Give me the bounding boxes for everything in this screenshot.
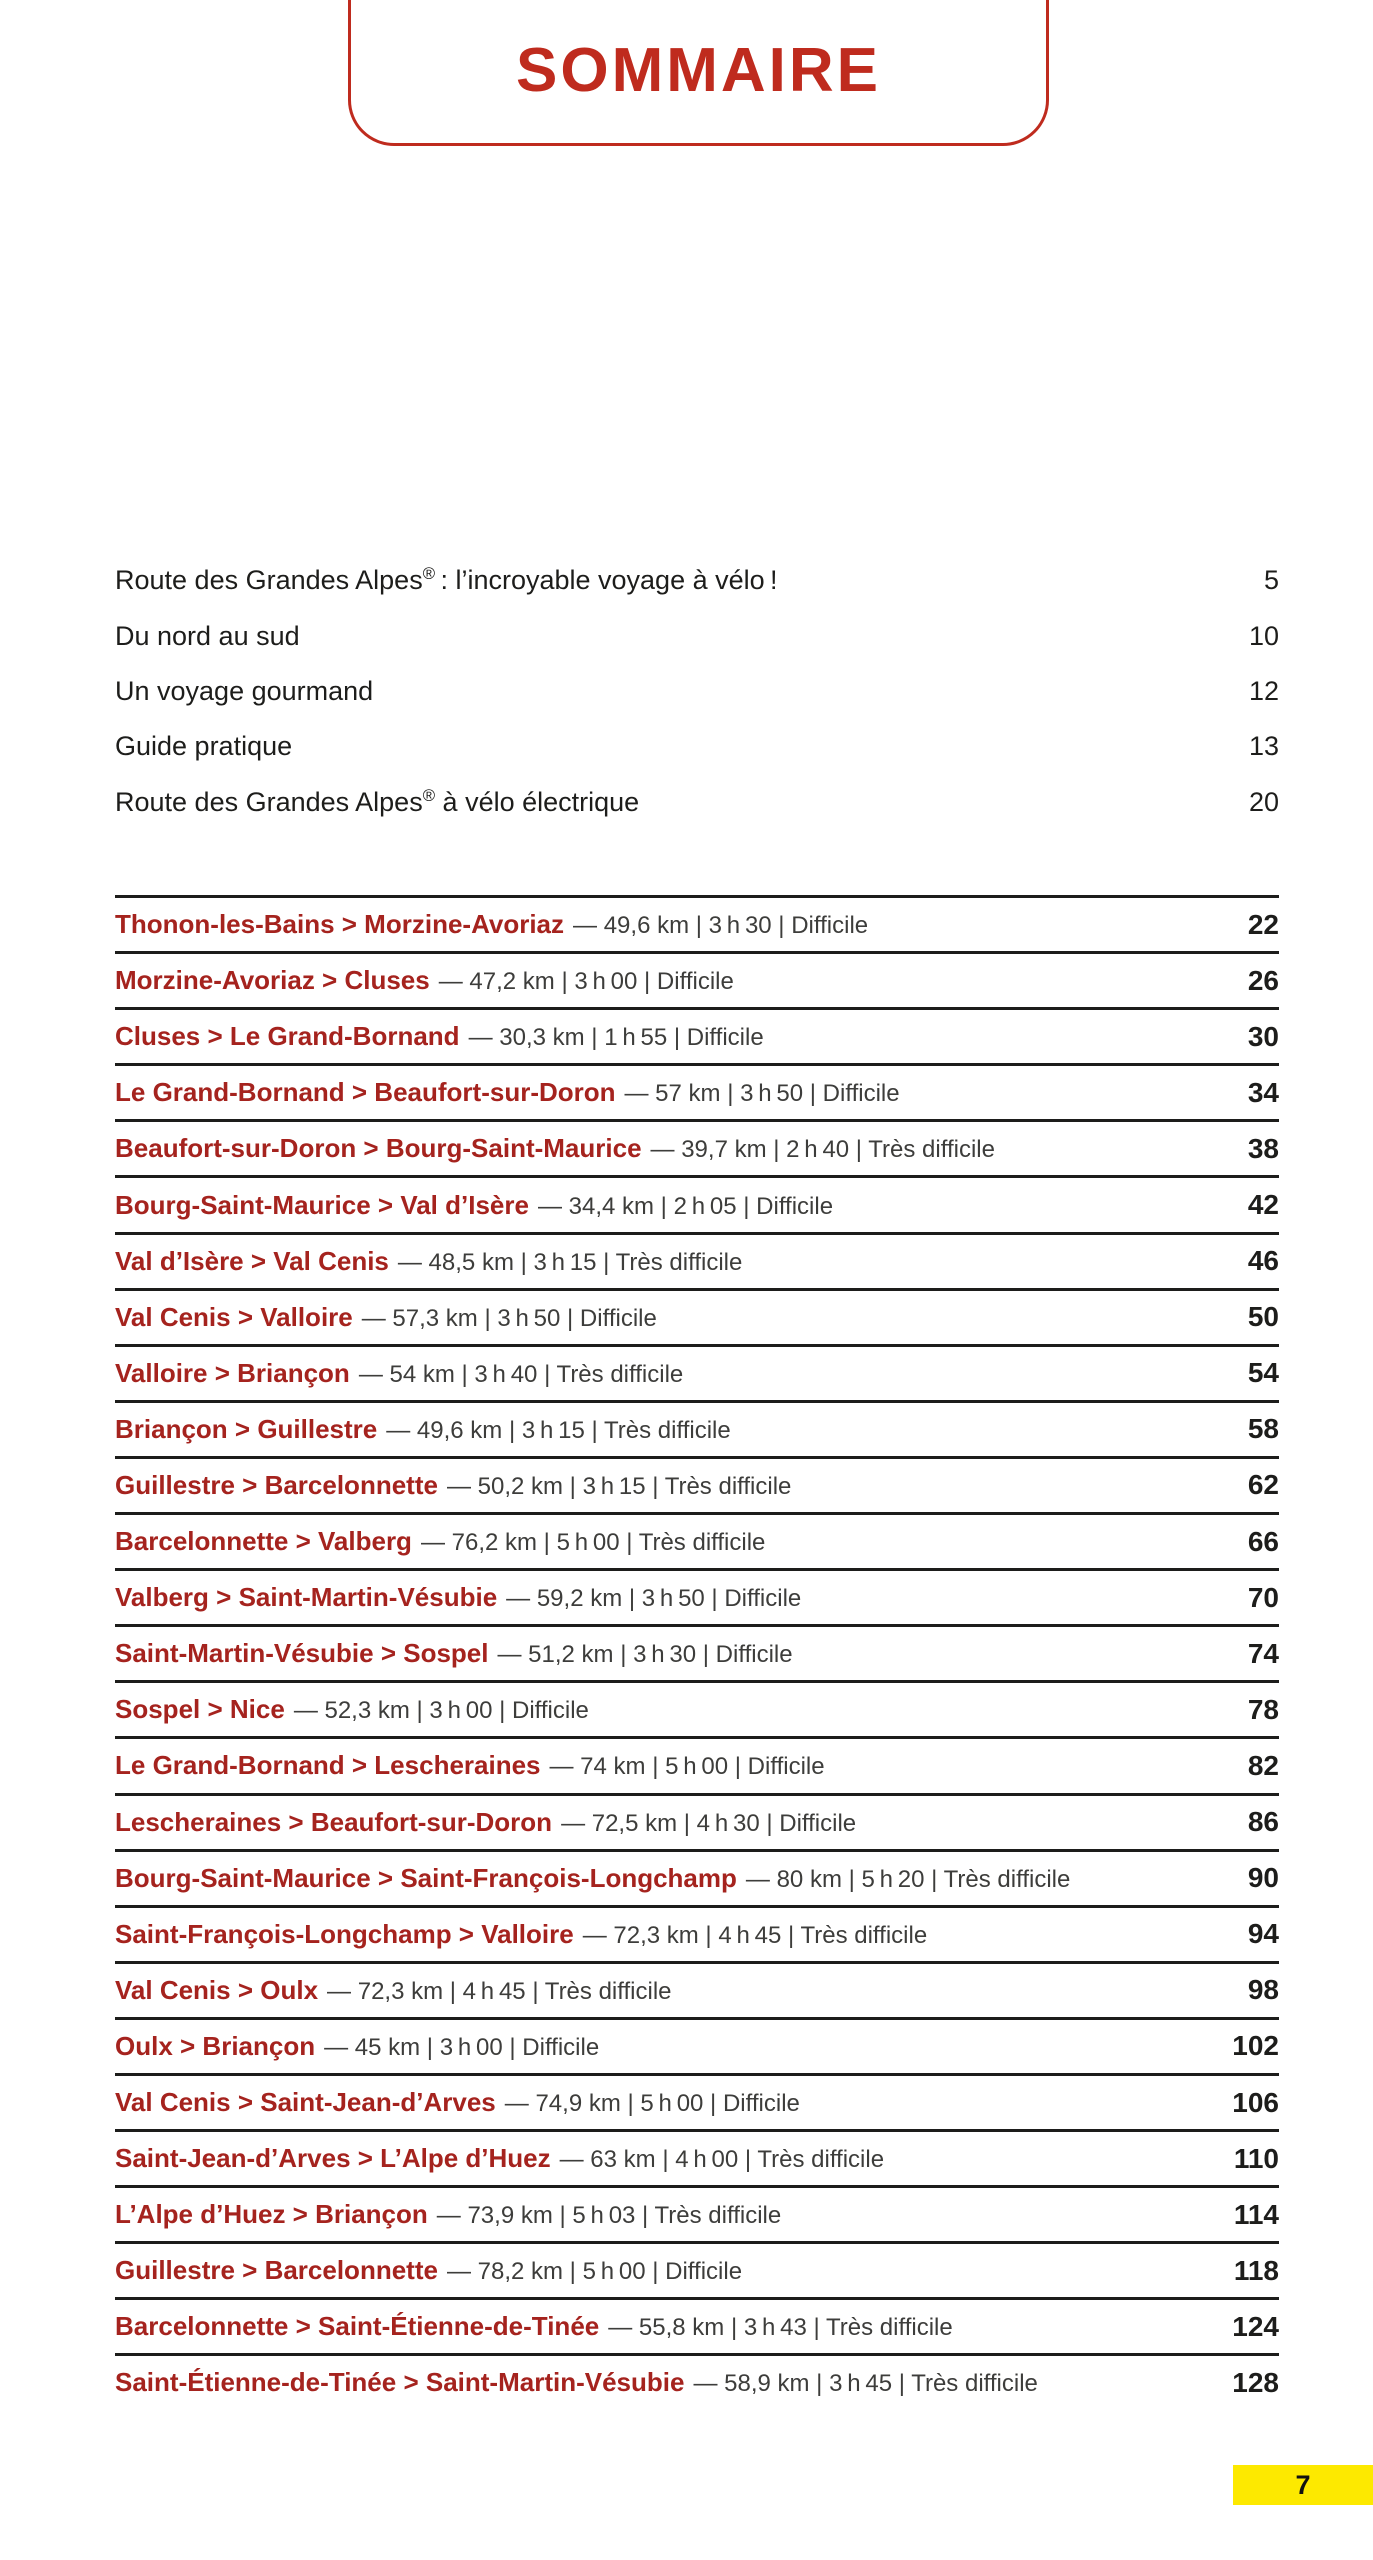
stage-route: Bourg-Saint-Maurice > Saint-François-Longchamp [115,1862,737,1893]
stage-row [115,1961,1279,2017]
intro-page-number: 13 [1248,731,1279,762]
stage-route: Val d’Isère > Val Cenis [115,1245,389,1276]
stage-details: — 49,6 km | 3 h 30 | Difficile [573,912,869,940]
stage-details: — 74 km | 5 h 00 | Difficile [549,1753,825,1781]
stage-row [115,1175,1279,1231]
stage-route: Barcelonnette > Valberg [115,1526,412,1557]
intro-item [115,553,1279,608]
stage-text [115,1975,672,2006]
stage-route: Oulx > Briançon [115,2030,316,2061]
stage-details: — 57,3 km | 3 h 50 | Difficile [361,1304,657,1332]
title-box [348,0,1049,146]
stage-details: — 34,4 km | 2 h 05 | Difficile [537,1192,834,1220]
stage-route: Valloire > Briançon [115,1357,350,1388]
stage-route: Saint-François-Longchamp > Valloire [115,1918,574,1949]
stage-route: Le Grand-Bornand > Lescheraines [115,1750,541,1781]
stage-page-number: 102 [1232,2030,1279,2062]
stage-row [115,1063,1279,1119]
stage-text [115,1358,683,1389]
stage-row [115,1568,1279,1624]
stage-route: Saint-Jean-d’Arves > L’Alpe d’Huez [115,2143,551,2174]
stage-text [115,1470,791,1501]
intro-item [115,608,1279,663]
stage-row [115,1232,1279,1288]
page-title: SOMMAIRE [516,36,881,105]
stage-text [115,1638,793,1669]
stage-route: Beaufort-sur-Doron > Bourg-Saint-Maurice [115,1133,642,1164]
stage-text [115,1807,856,1838]
stage-details: — 58,9 km | 3 h 45 | Très difficile [693,2370,1038,2398]
registered-mark: ® [422,564,436,584]
intro-item [115,775,1279,830]
stage-page-number: 42 [1247,1189,1279,1221]
stage-row [115,2353,1279,2409]
stage-text [115,1750,825,1781]
registered-mark: ® [422,785,436,805]
stage-row [115,1344,1279,1400]
stage-text [115,1863,1070,1894]
stage-row [115,1007,1279,1063]
stage-page-number: 46 [1247,1245,1279,1277]
intro-page-number: 20 [1248,786,1279,817]
stage-details: — 45 km | 3 h 00 | Difficile [324,2033,600,2061]
stage-row [115,895,1279,951]
stage-text [115,2143,884,2174]
stage-text [115,1414,731,1445]
intro-item-label [115,565,778,596]
stage-details: — 59,2 km | 3 h 50 | Difficile [506,1585,802,1613]
stage-text [115,1919,927,1950]
folio-page-number: 7 [1295,2469,1311,2500]
stage-row [115,2241,1279,2297]
stage-text [115,2311,953,2342]
stage-row [115,951,1279,1007]
stage-text [115,1133,995,1164]
stage-page-number: 110 [1233,2142,1279,2174]
stage-route: Briançon > Guillestre [115,1413,378,1444]
stage-details: — 76,2 km | 5 h 00 | Très difficile [420,1529,766,1557]
stage-row [115,1119,1279,1175]
stage-details: — 30,3 km | 1 h 55 | Difficile [468,1024,764,1052]
stages-table [115,895,1279,2410]
stage-page-number: 106 [1232,2086,1279,2118]
intro-item-label [115,731,292,762]
stage-text [115,1021,764,1052]
intro-page-number: 5 [1263,565,1279,596]
stage-row [115,1849,1279,1905]
stage-page-number: 78 [1247,1693,1279,1725]
stage-page-number: 90 [1247,1862,1279,1894]
stage-row [115,1288,1279,1344]
stage-page-number: 114 [1233,2198,1279,2230]
stage-row [115,2297,1279,2353]
intro-label-text: Guide pratique [115,731,293,762]
stage-route: Morzine-Avoriaz > Cluses [115,965,430,996]
stage-text [115,1526,765,1557]
stage-page-number: 82 [1247,1749,1279,1781]
stage-row [115,2017,1279,2073]
intro-item [115,664,1279,719]
stage-details: — 72,3 km | 4 h 45 | Très difficile [582,1921,928,1949]
intro-page-number: 12 [1248,675,1279,706]
stage-row [115,1400,1279,1456]
stage-text [115,1302,657,1333]
stage-page-number: 86 [1247,1806,1279,1838]
stage-route: Le Grand-Bornand > Beaufort-sur-Doron [115,1077,616,1108]
stage-route: L’Alpe d’Huez > Briançon [115,2199,428,2230]
stage-route: Val Cenis > Valloire [115,1301,353,1332]
stage-route: Val Cenis > Saint-Jean-d’Arves [115,2087,496,2118]
stage-details: — 63 km | 4 h 00 | Très difficile [559,2146,885,2174]
stage-route: Thonon-les-Bains > Morzine-Avoriaz [115,909,565,940]
stage-text [115,1694,589,1725]
stage-route: Sospel > Nice [115,1694,285,1725]
stage-row [115,2129,1279,2185]
stage-details: — 72,3 km | 4 h 45 | Très difficile [327,1977,672,2005]
stage-page-number: 118 [1233,2254,1279,2286]
stage-details: — 50,2 km | 3 h 15 | Très difficile [446,1472,792,1500]
stage-row [115,1512,1279,1568]
stage-row [115,1624,1279,1680]
stage-text [115,2367,1038,2398]
stage-page-number: 54 [1247,1357,1279,1389]
stage-text [115,2031,599,2062]
intro-label-text: Route des Grandes Alpes [115,565,423,596]
intro-label-suffix: : l’incroyable voyage à vélo ! [435,565,778,596]
stage-route: Cluses > Le Grand-Bornand [115,1021,460,1052]
stage-page-number: 66 [1247,1525,1279,1557]
stage-page-number: 70 [1247,1581,1279,1613]
stage-page-number: 26 [1247,964,1279,996]
stage-route: Saint-Martin-Vésubie > Sospel [115,1638,489,1669]
stage-text [115,1190,833,1221]
intro-item-label [115,621,300,652]
stage-row [115,1905,1279,1961]
intro-page-number: 10 [1248,620,1279,651]
stage-route: Val Cenis > Oulx [115,1974,319,2005]
stage-text [115,1582,801,1613]
stage-page-number: 34 [1247,1076,1279,1108]
stage-row [115,1456,1279,1512]
stage-page-number: 62 [1247,1469,1279,1501]
stage-page-number: 38 [1247,1132,1279,1164]
stage-page-number: 94 [1247,1918,1279,1950]
stage-details: — 51,2 km | 3 h 30 | Difficile [497,1641,793,1669]
stage-text [115,2255,742,2286]
stage-page-number: 74 [1247,1637,1279,1669]
stage-text [115,909,868,940]
stage-details: — 80 km | 5 h 20 | Très difficile [745,1865,1071,1893]
stage-details: — 78,2 km | 5 h 00 | Difficile [446,2258,743,2286]
intro-label-text: Route des Grandes Alpes [115,786,423,817]
stage-row [115,1680,1279,1736]
stage-route: Bourg-Saint-Maurice > Val d’Isère [115,1189,529,1220]
intro-item-label [115,676,373,707]
stage-row [115,2073,1279,2129]
intro-item [115,719,1279,774]
stage-page-number: 30 [1247,1020,1279,1052]
stage-route: Guillestre > Barcelonnette [115,1469,438,1500]
folio-badge [1233,2465,1373,2505]
stage-page-number: 98 [1247,1974,1279,2006]
stage-details: — 72,5 km | 4 h 30 | Difficile [561,1809,857,1837]
stage-text [115,1246,742,1277]
intro-label-text: Du nord au sud [115,620,300,651]
stage-route: Saint-Étienne-de-Tinée > Saint-Martin-Vésubie [115,2367,685,2398]
intro-label-text: Un voyage gourmand [115,675,374,706]
stage-text [115,965,734,996]
stage-route: Barcelonnette > Saint-Étienne-de-Tinée [115,2311,600,2342]
stage-route: Lescheraines > Beaufort-sur-Doron [115,1806,553,1837]
stage-text [115,2087,800,2118]
stage-text [115,1077,900,1108]
stage-text [115,2199,781,2230]
stage-route: Valberg > Saint-Martin-Vésubie [115,1582,498,1613]
stage-details: — 57 km | 3 h 50 | Difficile [624,1080,900,1108]
stage-page-number: 58 [1247,1413,1279,1445]
stage-details: — 55,8 km | 3 h 43 | Très difficile [608,2314,953,2342]
stage-route: Guillestre > Barcelonnette [115,2255,438,2286]
stage-page-number: 124 [1232,2310,1279,2342]
intro-list [115,553,1279,830]
stage-details: — 54 km | 3 h 40 | Très difficile [358,1360,684,1388]
intro-item-label [115,787,639,818]
stage-details: — 52,3 km | 3 h 00 | Difficile [293,1697,589,1725]
stage-details: — 48,5 km | 3 h 15 | Très difficile [397,1248,743,1276]
stage-details: — 49,6 km | 3 h 15 | Très difficile [386,1416,731,1444]
stage-row [115,2185,1279,2241]
stage-details: — 47,2 km | 3 h 00 | Difficile [438,968,734,996]
stage-details: — 73,9 km | 5 h 03 | Très difficile [436,2202,782,2230]
stage-row [115,1736,1279,1792]
stage-page-number: 128 [1232,2366,1279,2398]
intro-label-suffix: à vélo électrique [435,786,640,817]
stage-details: — 74,9 km | 5 h 00 | Difficile [504,2090,800,2118]
stage-page-number: 50 [1247,1301,1279,1333]
stage-row [115,1793,1279,1849]
stage-details: — 39,7 km | 2 h 40 | Très difficile [650,1136,995,1164]
stage-page-number: 22 [1247,908,1279,940]
